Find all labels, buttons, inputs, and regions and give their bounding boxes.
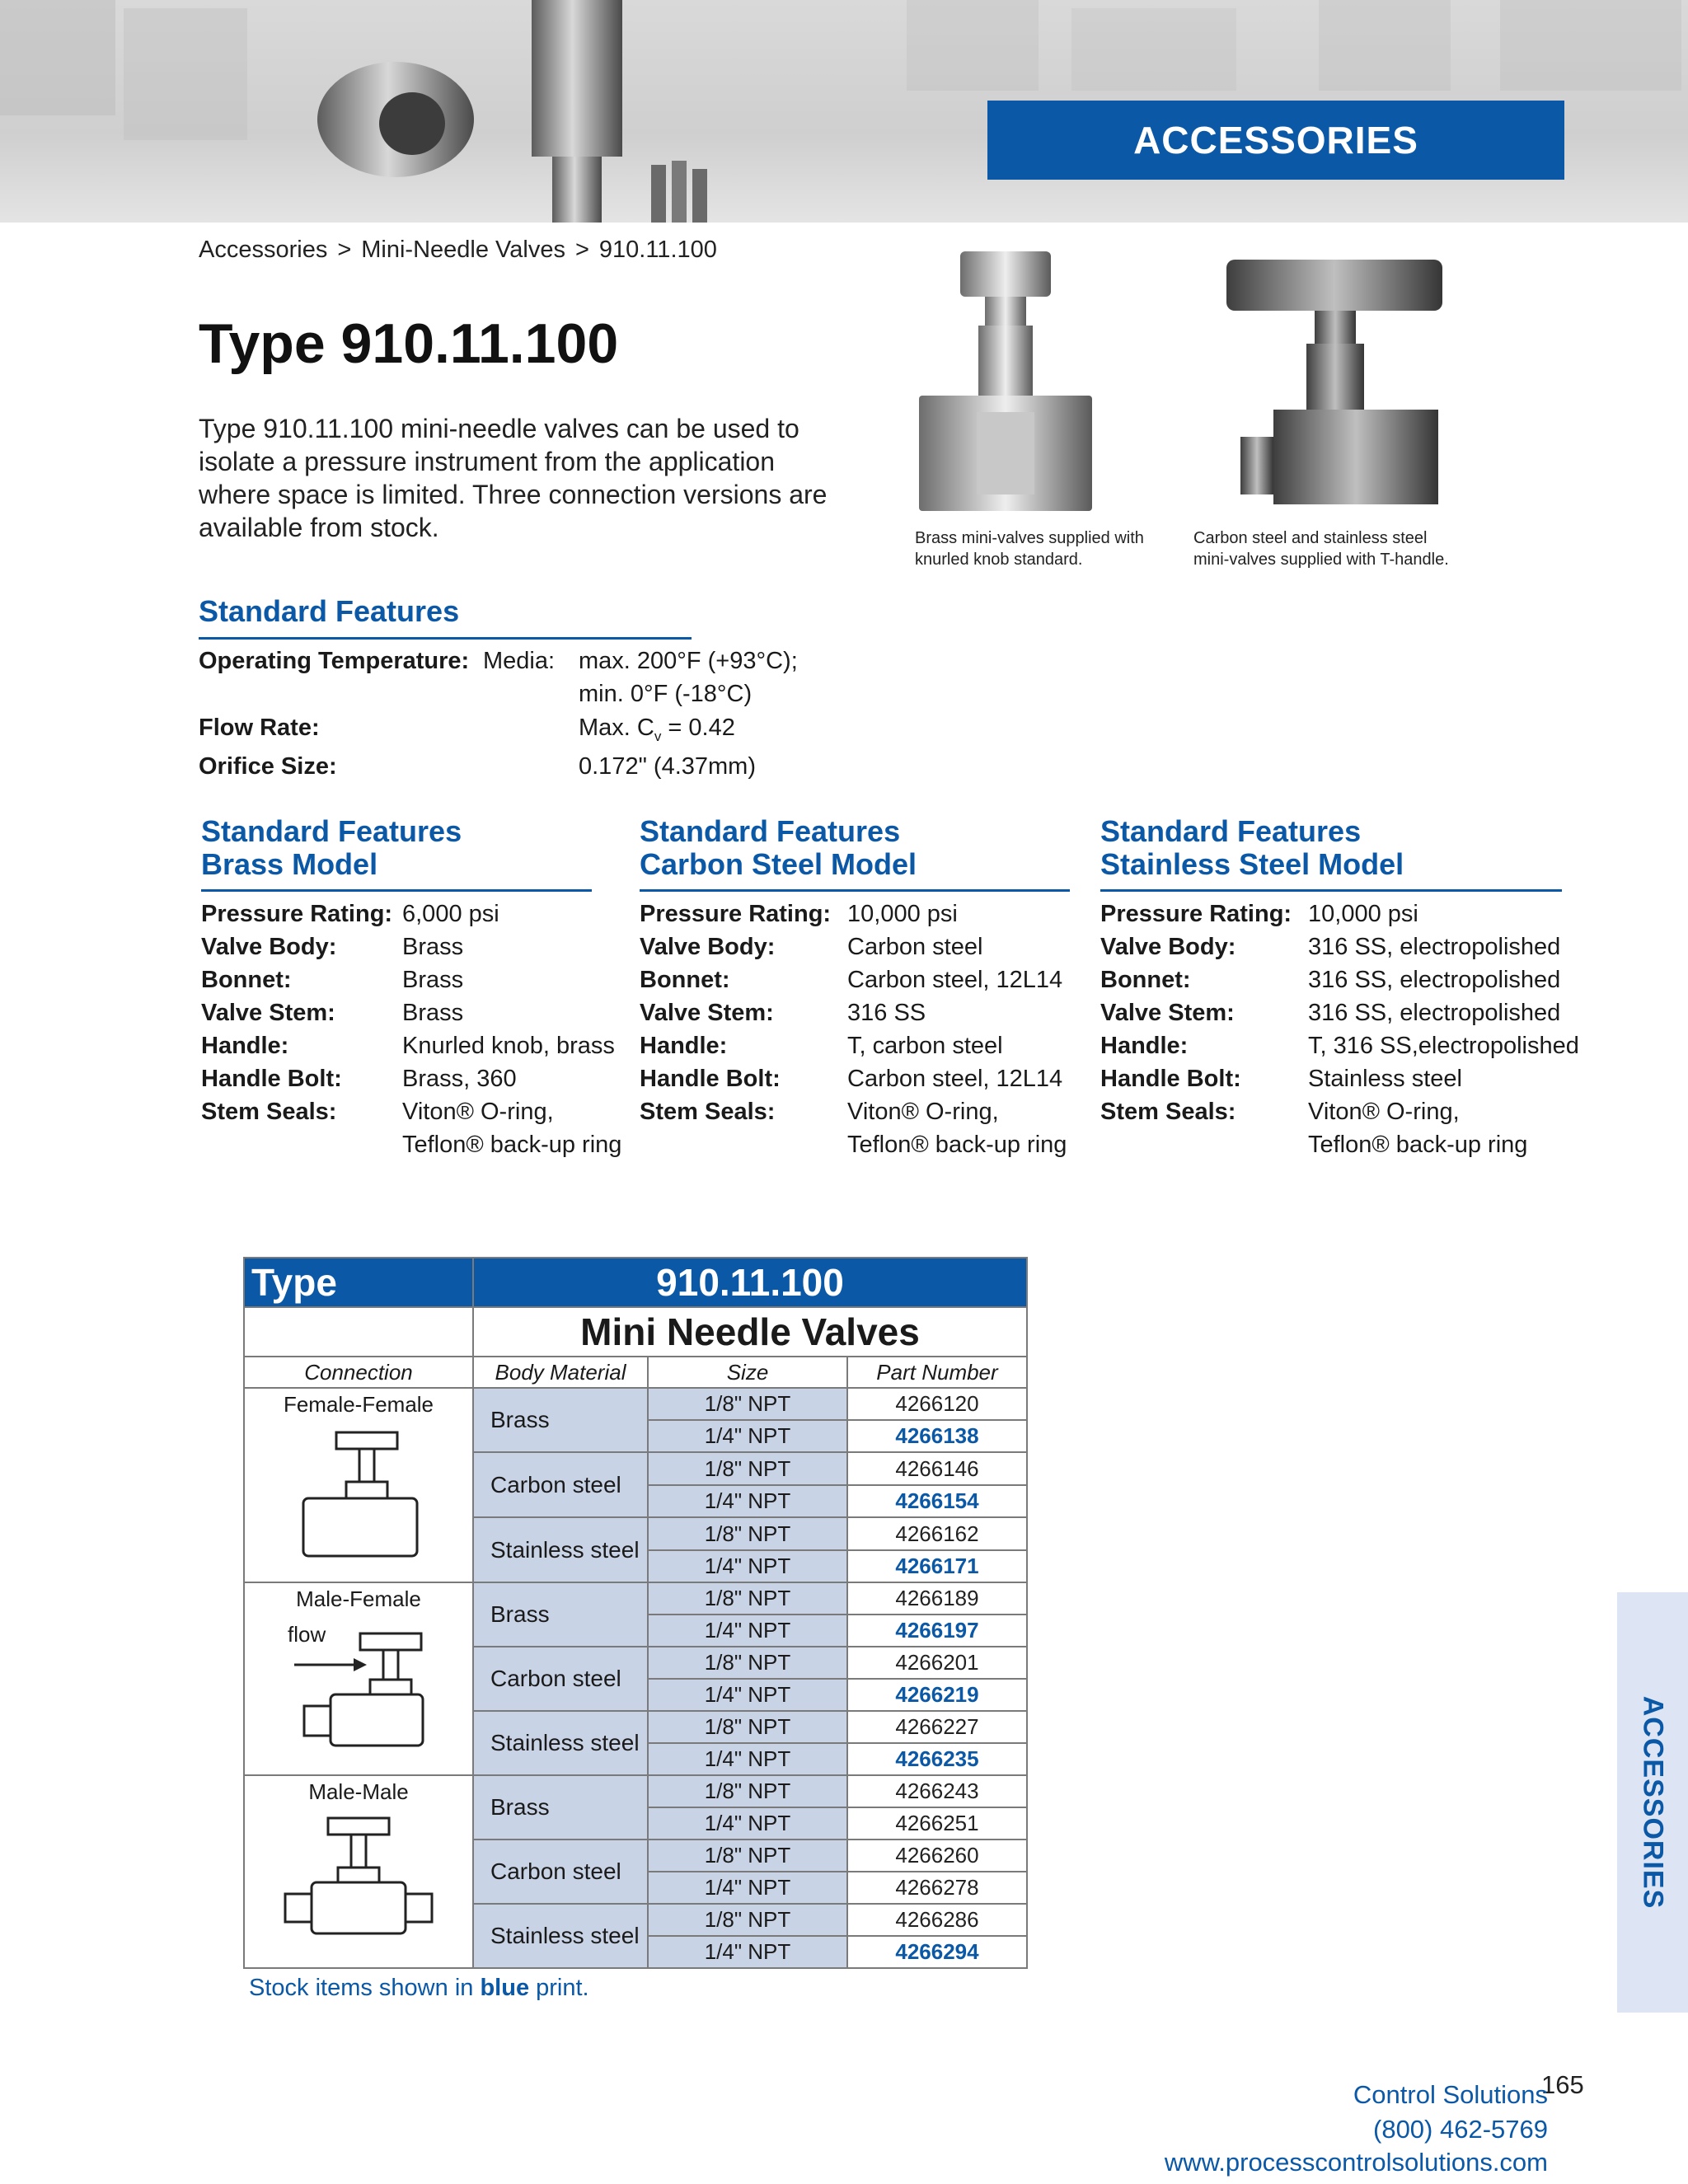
intro-paragraph: Type 910.11.100 mini-needle valves can be used to isolate a pressure instrument from the application where space is limited. Three connection versions are available from stock.: [199, 414, 828, 542]
part-number-cell: 4266138: [847, 1420, 1027, 1452]
valve-drawing-icon: [293, 1630, 424, 1754]
model-spec-label: Handle Bolt:: [640, 1066, 781, 1092]
model-spec-value: Viton® O-ring,: [402, 1099, 554, 1125]
spec-sublabel: Media:: [483, 648, 556, 674]
size-cell: 1/8" NPT: [648, 1647, 847, 1679]
brass-valve-photo: [919, 247, 1092, 519]
model-spec-value: 10,000 psi: [847, 901, 958, 927]
model-spec-label: Pressure Rating:: [640, 901, 832, 927]
model-heading: Standard Features: [201, 814, 462, 848]
note-text: Stock items shown in: [249, 1975, 481, 2001]
model-spec-label: Pressure Rating:: [1100, 901, 1292, 927]
model-spec-value: T, carbon steel: [847, 1033, 1003, 1059]
part-number-cell: 4266197: [847, 1615, 1027, 1647]
size-cell: 1/8" NPT: [648, 1452, 847, 1485]
valve-drawing-icon: [280, 1815, 437, 1938]
flow-value-prefix: Max. C: [579, 715, 654, 741]
part-number-cell: 4266227: [847, 1711, 1027, 1743]
part-number-cell: 4266146: [847, 1452, 1027, 1485]
size-cell: 1/4" NPT: [648, 1550, 847, 1582]
table-type-label: Type: [244, 1258, 473, 1307]
model-subheading: Stainless Steel Model: [1100, 847, 1404, 881]
size-cell: 1/4" NPT: [648, 1872, 847, 1904]
breadcrumb-item[interactable]: Mini-Needle Valves: [361, 237, 565, 263]
part-number-cell: 4266251: [847, 1807, 1027, 1840]
model-spec-label: Valve Stem:: [201, 1000, 335, 1026]
material-cell: Stainless steel: [473, 1711, 648, 1775]
part-number-cell: 4266171: [847, 1550, 1027, 1582]
size-cell: 1/8" NPT: [648, 1711, 847, 1743]
model-rule: [1100, 889, 1562, 892]
spec-label: Flow Rate:: [199, 715, 320, 741]
flow-value-subscript: v: [654, 728, 662, 744]
spec-value: max. 200°F (+93°C);: [579, 648, 798, 674]
model-spec-label: Pressure Rating:: [201, 901, 393, 927]
model-spec-value: 316 SS, electropolished: [1308, 967, 1561, 993]
banner-photo-tile: [1500, 0, 1681, 91]
connection-label: Male-Male: [308, 1779, 409, 1804]
model-spec-value: 316 SS, electropolished: [1308, 934, 1561, 960]
size-cell: 1/8" NPT: [648, 1582, 847, 1615]
spec-value: [579, 715, 735, 745]
table-row: [244, 1775, 1027, 1807]
model-subheading: Carbon Steel Model: [640, 847, 917, 881]
fittings-photo: [297, 0, 742, 223]
model-spec-label: Bonnet:: [1100, 967, 1191, 993]
table-row: [244, 1582, 1027, 1615]
model-spec-label: Valve Body:: [201, 934, 337, 960]
photo-caption: Carbon steel and stainless steel mini-valves supplied with T-handle.: [1193, 529, 1449, 569]
footer-phone: (800) 462-5769: [1373, 2115, 1548, 2144]
spec-value: min. 0°F (-18°C): [579, 681, 753, 707]
model-spec-value: Brass, 360: [402, 1066, 517, 1092]
model-spec-label: Valve Stem:: [640, 1000, 774, 1026]
section-header-bar: ACCESSORIES: [987, 101, 1564, 180]
model-spec-value: Stainless steel: [1308, 1066, 1462, 1092]
connection-cell: [244, 1775, 473, 1968]
model-spec-value: Carbon steel, 12L14: [847, 967, 1063, 993]
model-spec-value: T, 316 SS,electropolished: [1308, 1033, 1579, 1059]
part-number-cell: 4266201: [847, 1647, 1027, 1679]
section-heading: Standard Features: [199, 594, 460, 628]
model-spec-value: Brass: [402, 1000, 464, 1026]
model-spec-value: Carbon steel, 12L14: [847, 1066, 1063, 1092]
part-number-cell: 4266162: [847, 1517, 1027, 1550]
size-cell: 1/8" NPT: [648, 1904, 847, 1936]
breadcrumb-separator: >: [337, 237, 352, 263]
part-number-cell: 4266278: [847, 1872, 1027, 1904]
model-spec-value: Teflon® back-up ring: [847, 1132, 1067, 1158]
model-rule: [201, 889, 592, 892]
col-header-connection: Connection: [244, 1357, 473, 1388]
part-number-cell: 4266189: [847, 1582, 1027, 1615]
side-tab[interactable]: [1617, 1592, 1688, 2013]
model-spec-label: Bonnet:: [640, 967, 730, 993]
model-spec-value: 6,000 psi: [402, 901, 499, 927]
size-cell: 1/4" NPT: [648, 1743, 847, 1775]
col-header-part: Part Number: [847, 1357, 1027, 1388]
model-spec-label: Handle:: [1100, 1033, 1189, 1059]
part-number-cell: 4266260: [847, 1840, 1027, 1872]
model-spec-label: Handle Bolt:: [1100, 1066, 1241, 1092]
connection-cell: Male-Female flow: [244, 1582, 473, 1775]
material-cell: Stainless steel: [473, 1517, 648, 1582]
size-cell: 1/4" NPT: [648, 1485, 847, 1517]
model-spec-value: 316 SS: [847, 1000, 926, 1026]
model-spec-value: 10,000 psi: [1308, 901, 1418, 927]
banner-photo-tile: [124, 8, 247, 140]
banner-photo-tile: [1071, 8, 1236, 91]
connection-cell: [244, 1388, 473, 1582]
section-rule: [199, 637, 692, 640]
model-spec-label: Valve Body:: [1100, 934, 1236, 960]
size-cell: 1/4" NPT: [648, 1420, 847, 1452]
model-spec-value: Viton® O-ring,: [847, 1099, 999, 1125]
size-cell: 1/4" NPT: [648, 1679, 847, 1711]
steel-valve-photo: [1220, 255, 1451, 511]
spec-value: 0.172" (4.37mm): [579, 753, 756, 780]
part-number-cell: 4266120: [847, 1388, 1027, 1420]
col-header-material: Body Material: [473, 1357, 648, 1388]
material-cell: Stainless steel: [473, 1904, 648, 1968]
part-number-cell: 4266294: [847, 1936, 1027, 1968]
breadcrumb: [199, 237, 717, 264]
model-spec-label: Valve Stem:: [1100, 1000, 1235, 1026]
size-cell: 1/8" NPT: [648, 1840, 847, 1872]
banner-photo-tile: [907, 0, 1039, 91]
model-spec-label: Handle:: [201, 1033, 289, 1059]
size-cell: 1/8" NPT: [648, 1775, 847, 1807]
model-spec-value: Teflon® back-up ring: [402, 1132, 622, 1158]
material-cell: Carbon steel: [473, 1452, 648, 1517]
material-cell: Brass: [473, 1388, 648, 1452]
breadcrumb-item[interactable]: Accessories: [199, 237, 328, 263]
part-number-cell: 4266235: [847, 1743, 1027, 1775]
model-spec-label: Handle Bolt:: [201, 1066, 342, 1092]
table-subtitle: Mini Needle Valves: [473, 1307, 1027, 1357]
stock-note: [249, 1975, 589, 2002]
model-spec-value: Brass: [402, 934, 464, 960]
part-number-cell: 4266154: [847, 1485, 1027, 1517]
table-body: [244, 1388, 1027, 1968]
photo-caption: Brass mini-valves supplied with knurled knob standard.: [915, 529, 1144, 569]
spec-label: Orifice Size:: [199, 753, 337, 780]
material-cell: Brass: [473, 1775, 648, 1840]
part-number-cell: 4266219: [847, 1679, 1027, 1711]
breadcrumb-item: 910.11.100: [598, 237, 717, 263]
model-spec-value: Brass: [402, 967, 464, 993]
model-heading: Standard Features: [640, 814, 901, 848]
model-spec-value: Knurled knob, brass: [402, 1033, 615, 1059]
model-spec-label: Stem Seals:: [201, 1099, 337, 1125]
note-bold: blue: [480, 1975, 530, 2001]
material-cell: Carbon steel: [473, 1647, 648, 1711]
size-cell: 1/4" NPT: [648, 1615, 847, 1647]
model-spec-value: Teflon® back-up ring: [1308, 1132, 1528, 1158]
breadcrumb-separator: >: [574, 237, 589, 263]
col-header-size: Size: [648, 1357, 847, 1388]
model-spec-label: Bonnet:: [201, 967, 292, 993]
connection-label: Male-Female: [296, 1586, 421, 1611]
flow-value-suffix: = 0.42: [661, 715, 735, 741]
connection-label: Female-Female: [283, 1392, 434, 1417]
banner-photo-tile: [0, 0, 115, 115]
side-tab-label: ACCESSORIES: [1637, 1695, 1669, 1910]
page-number: 165: [1541, 2070, 1584, 2099]
size-cell: 1/8" NPT: [648, 1517, 847, 1550]
model-spec-value: Viton® O-ring,: [1308, 1099, 1460, 1125]
model-spec-label: Valve Body:: [640, 934, 776, 960]
table-row: [244, 1388, 1027, 1420]
part-number-cell: 4266243: [847, 1775, 1027, 1807]
model-spec-value: 316 SS, electropolished: [1308, 1000, 1561, 1026]
material-cell: Brass: [473, 1582, 648, 1647]
material-cell: Carbon steel: [473, 1840, 648, 1904]
model-spec-value: Carbon steel: [847, 934, 983, 960]
table-type-number: 910.11.100: [473, 1258, 1027, 1307]
model-subheading: Brass Model: [201, 847, 378, 881]
model-spec-label: Handle:: [640, 1033, 728, 1059]
size-cell: 1/8" NPT: [648, 1388, 847, 1420]
model-spec-label: Stem Seals:: [640, 1099, 776, 1125]
model-rule: [640, 889, 1070, 892]
size-cell: 1/4" NPT: [648, 1936, 847, 1968]
part-number-table: [243, 1257, 1028, 1969]
header-banner: [0, 0, 1688, 223]
table-blank: [244, 1307, 473, 1357]
page-title: Type 910.11.100: [199, 312, 619, 375]
size-cell: 1/4" NPT: [648, 1807, 847, 1840]
valve-drawing-icon: [297, 1427, 420, 1576]
footer-company: Control Solutions: [1353, 2080, 1548, 2109]
model-spec-label: Stem Seals:: [1100, 1099, 1236, 1125]
footer-website[interactable]: www.processcontrolsolutions.com: [1164, 2148, 1548, 2177]
model-heading: Standard Features: [1100, 814, 1362, 848]
part-number-cell: 4266286: [847, 1904, 1027, 1936]
banner-photo-tile: [1319, 0, 1451, 91]
note-text: print.: [529, 1975, 589, 2001]
spec-label: Operating Temperature:: [199, 648, 470, 674]
